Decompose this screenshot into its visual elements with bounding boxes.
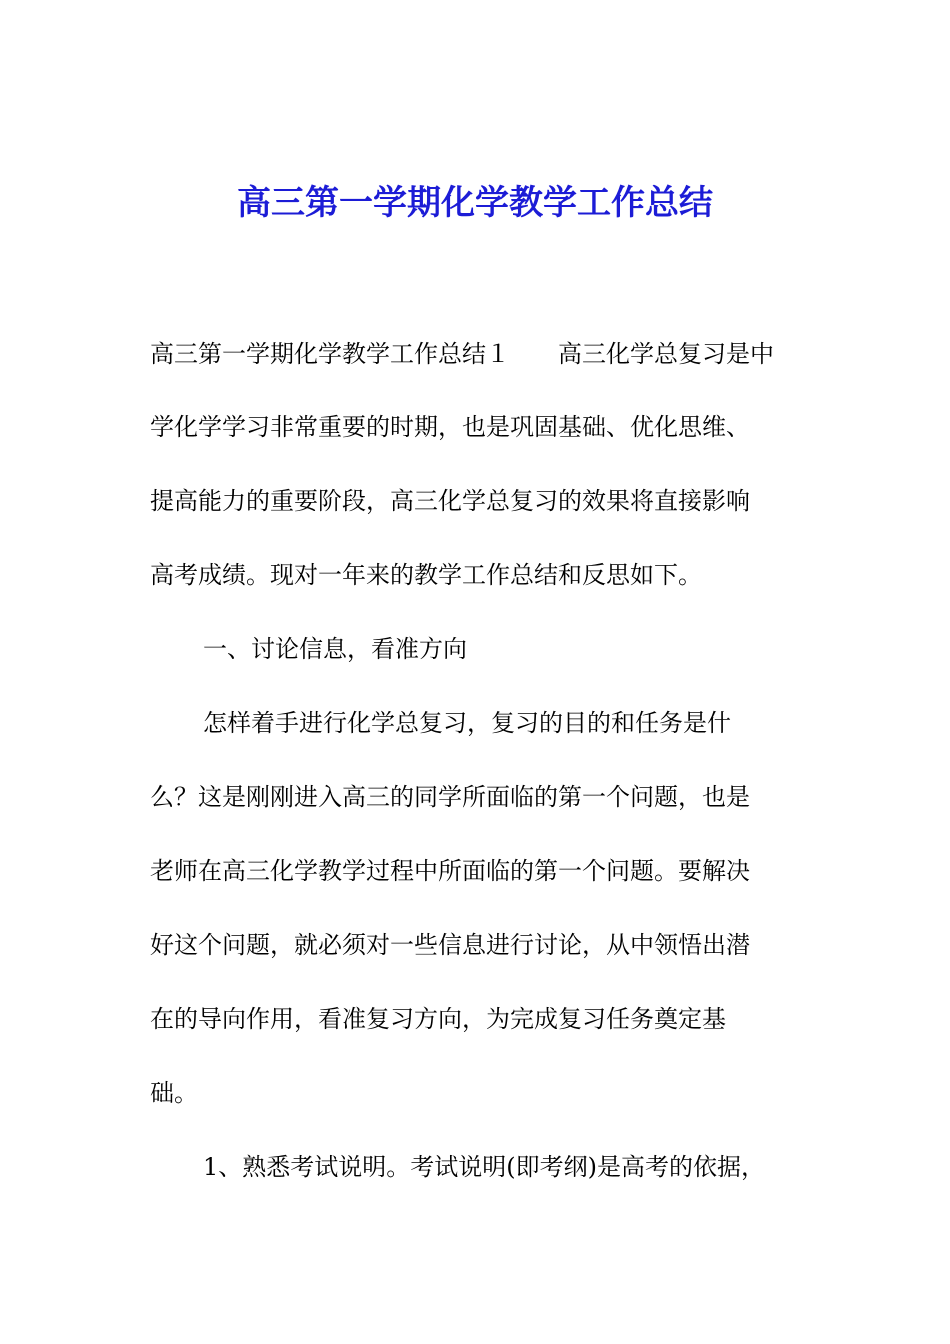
body-line: 学化学学习非常重要的时期，也是巩固基础、优化思维、: [150, 413, 750, 441]
body-line: 老师在高三化学教学过程中所面临的第一个问题。要解决: [150, 857, 750, 885]
body-line: 怎样着手进行化学总复习，复习的目的和任务是什: [203, 709, 731, 737]
section-heading: 一、讨论信息，看准方向: [203, 635, 467, 663]
body-line: 础。: [150, 1079, 198, 1107]
body-line: 好这个问题，就必须对一些信息进行讨论，从中领悟出潜: [150, 931, 750, 959]
document-title: 高三第一学期化学教学工作总结: [237, 183, 713, 223]
body-line: 在的导向作用，看准复习方向，为完成复习任务奠定基: [150, 1005, 726, 1033]
body-line: 高考成绩。现对一年来的教学工作总结和反思如下。: [150, 561, 702, 589]
body-line: 1、熟悉考试说明。考试说明(即考纲)是高考的依据，: [203, 1153, 765, 1181]
body-line: 么？这是刚刚进入高三的同学所面临的第一个问题，也是: [150, 783, 750, 811]
body-line: 提高能力的重要阶段，高三化学总复习的效果将直接影响: [150, 487, 750, 515]
body-line: 高三第一学期化学教学工作总结１ 高三化学总复习是中: [150, 340, 774, 368]
